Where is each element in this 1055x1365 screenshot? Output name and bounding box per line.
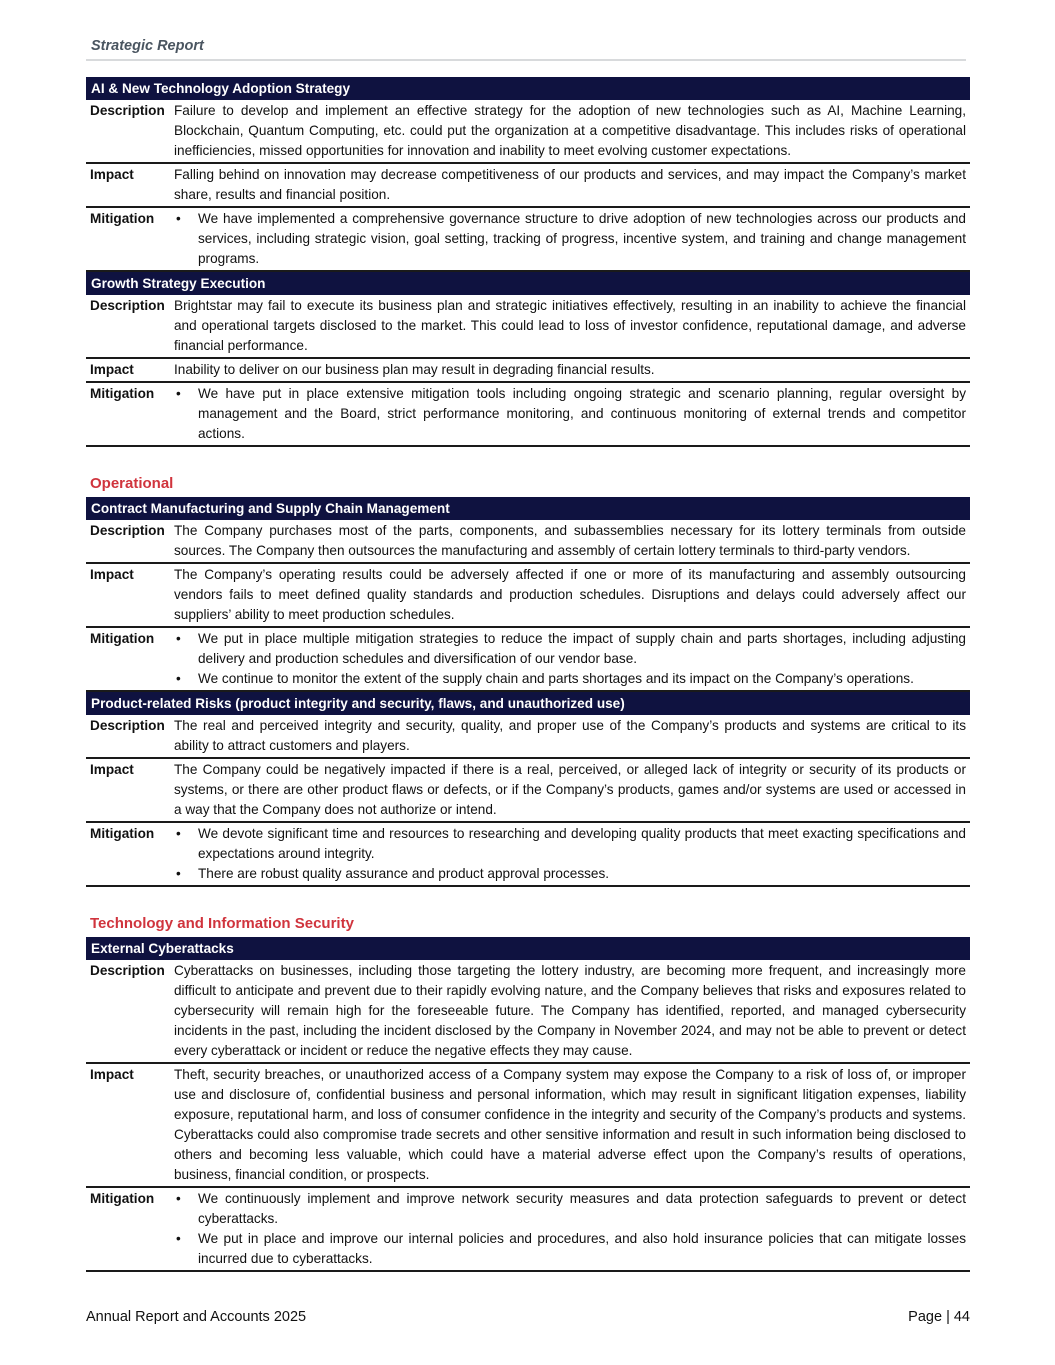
risk-row: [86, 1187, 970, 1271]
row-text: [174, 822, 970, 886]
risk-heading-row: [86, 937, 970, 960]
row-label: Description: [86, 100, 174, 163]
bullet-icon: •: [176, 826, 181, 841]
bullet-text: We put in place and improve our internal policies and procedures, and also hold insurance policies that can mitigate losses incurred due to cyberattacks.: [198, 1231, 966, 1266]
bullet-list: [174, 824, 966, 884]
risk-content: [86, 77, 970, 1272]
bullet-list: [174, 629, 966, 689]
bullet-text: We put in place multiple mitigation strategies to reduce the impact of supply chain and parts shortages, including adjusting delivery and production schedules and diversification of our vendor base.: [198, 631, 966, 666]
row-label: Mitigation: [86, 627, 174, 691]
bullet-icon: •: [176, 671, 181, 686]
row-label: Impact: [86, 758, 174, 822]
risk-heading-row: [86, 271, 970, 295]
bullet-icon: •: [176, 1231, 181, 1246]
row-text: [174, 627, 970, 691]
risk-heading-row: [86, 497, 970, 520]
bullet-item: [174, 669, 966, 689]
risk-table: [86, 77, 970, 447]
risk-title: Product-related Risks (product integrity and security, flaws, and unauthorized use): [86, 691, 970, 715]
risk-row: [86, 822, 970, 886]
row-label: Impact: [86, 358, 174, 382]
risk-table: [86, 937, 970, 1272]
bullet-item: [174, 824, 966, 864]
row-text: The real and perceived integrity and security, quality, and proper use of the Company’s products and systems are critical to its ability to attract customers and players.: [174, 715, 970, 758]
row-text: Brightstar may fail to execute its business plan and strategic initiatives effectively, resulting in an inability to achieve the financial and operational targets disclosed to the market. This could lead to loss of investor confidence, reputational damage, and adverse financial performance.: [174, 295, 970, 358]
bullet-icon: •: [176, 386, 181, 401]
bullet-text: We continue to monitor the extent of the supply chain and parts shortages and its impact on the Company’s operations.: [198, 671, 914, 686]
row-label: Mitigation: [86, 1187, 174, 1271]
risk-heading-row: [86, 77, 970, 100]
row-text: The Company could be negatively impacted if there is a real, perceived, or alleged lack of integrity or security of its products or systems, or there are other product flaws or defects, or if the Company’s products, games and/or systems are used or accessed in a way that the Company does not authorize or intend.: [174, 758, 970, 822]
row-label: Description: [86, 295, 174, 358]
row-text: Failure to develop and implement an effective strategy for the adoption of new technologies such as AI, Machine Learning, Blockchain, Quantum Computing, etc. could put the organization at a competitive disadvantage. This includes risks of operational inefficiencies, missed opportunities for innovation and inability to meet evolving customer expectations.: [174, 100, 970, 163]
bullet-list: [174, 384, 966, 444]
row-label: Impact: [86, 1063, 174, 1187]
risk-row: [86, 207, 970, 271]
bullet-icon: •: [176, 211, 181, 226]
bullet-item: [174, 384, 966, 444]
section-title: Technology and Information Security: [90, 915, 354, 932]
page-footer: [86, 1309, 970, 1325]
row-text: [174, 207, 970, 271]
risk-title: Contract Manufacturing and Supply Chain Management: [86, 497, 970, 520]
row-label: Mitigation: [86, 822, 174, 886]
bullet-item: [174, 1189, 966, 1229]
risk-row: [86, 758, 970, 822]
bullet-text: There are robust quality assurance and product approval processes.: [198, 866, 610, 881]
bullet-text: We continuously implement and improve network security measures and data protection safeguards to prevent or detect cyberattacks.: [198, 1191, 966, 1226]
risk-row: [86, 382, 970, 446]
risk-row: [86, 295, 970, 358]
risk-row: [86, 627, 970, 691]
row-label: Mitigation: [86, 207, 174, 271]
section-title: Operational: [90, 475, 174, 492]
risk-row: [86, 100, 970, 163]
bullet-icon: •: [176, 631, 181, 646]
risk-row: [86, 520, 970, 563]
row-label: Impact: [86, 563, 174, 627]
risk-title: Growth Strategy Execution: [86, 271, 970, 295]
row-text: [174, 382, 970, 446]
row-text: The Company’s operating results could be adversely affected if one or more of its manufacturing and assembly outsourcing vendors fails to meet defined quality standards and production schedules. Disruptions and delays could adversely affect our suppliers’ ability to meet production schedules.: [174, 563, 970, 627]
risk-title: AI & New Technology Adoption Strategy: [86, 77, 970, 100]
risk-row: [86, 715, 970, 758]
page-header: Strategic Report: [86, 38, 966, 61]
bullet-text: We have implemented a comprehensive governance structure to drive adoption of new technologies across our products and services, including strategic vision, goal setting, tracking of progress, incentive system, and training and change management programs.: [198, 211, 966, 266]
row-label: Description: [86, 715, 174, 758]
bullet-item: [174, 864, 966, 884]
row-text: Cyberattacks on businesses, including those targeting the lottery industry, are becoming more frequent, and increasingly more difficult to anticipate and prevent due to their rapidly evolving nature, and the Company believes that risks and exposures related to cybersecurity will remain high for the foreseeable future. The Company has identified, reported, and managed cybersecurity incidents in the past, including the incident disclosed by the Company in November 2024, and may not be able to prevent or detect every cyberattack or incident or reduce the negative effects they may cause.: [174, 960, 970, 1063]
bullet-item: [174, 209, 966, 269]
bullet-item: [174, 629, 966, 669]
row-text: Theft, security breaches, or unauthorized access of a Company system may expose the Company to a risk of loss of, or improper use and disclosure of, confidential business and personal information, which may result in significant litigation expenses, liability exposure, reputational harm, and loss of consumer confidence in the integrity and security of the Company’s products and systems. Cyberattacks could also compromise trade secrets and other sensitive information and result in such information being disclosed to others and becoming less valuable, which could have a material adverse effect upon the Company’s results of operations, business, financial condition, or prospects.: [174, 1063, 970, 1187]
bullet-text: We devote significant time and resources to researching and developing quality products that meet exacting specifications and expectations around integrity.: [198, 826, 966, 861]
row-label: Impact: [86, 163, 174, 207]
row-text: Falling behind on innovation may decrease competitiveness of our products and services, and may impact the Company’s market share, results and financial position.: [174, 163, 970, 207]
bullet-icon: •: [176, 866, 181, 881]
row-text: Inability to deliver on our business plan may result in degrading financial results.: [174, 358, 970, 382]
risk-row: [86, 358, 970, 382]
row-label: Description: [86, 960, 174, 1063]
risk-title: External Cyberattacks: [86, 937, 970, 960]
bullet-list: [174, 209, 966, 269]
bullet-list: [174, 1189, 966, 1269]
footer-report-title: Annual Report and Accounts 2025: [86, 1309, 307, 1325]
bullet-text: We have put in place extensive mitigation tools including ongoing strategic and scenario planning, regular oversight by management and the Board, strict performance monitoring, and continuous monitoring of external trends and competitor actions.: [198, 386, 966, 441]
row-text: [174, 1187, 970, 1271]
risk-heading-row: [86, 691, 970, 715]
bullet-icon: •: [176, 1191, 181, 1206]
risk-table: [86, 497, 970, 887]
risk-row: [86, 563, 970, 627]
bullet-item: [174, 1229, 966, 1269]
row-text: The Company purchases most of the parts, components, and subassemblies necessary for its lottery terminals from outside sources. The Company then outsources the manufacturing and assembly of certain lottery terminals to third-party vendors.: [174, 520, 970, 563]
risk-row: [86, 1063, 970, 1187]
risk-row: [86, 960, 970, 1063]
row-label: Mitigation: [86, 382, 174, 446]
risk-row: [86, 163, 970, 207]
row-label: Description: [86, 520, 174, 563]
footer-page-number: Page | 44: [908, 1309, 970, 1325]
